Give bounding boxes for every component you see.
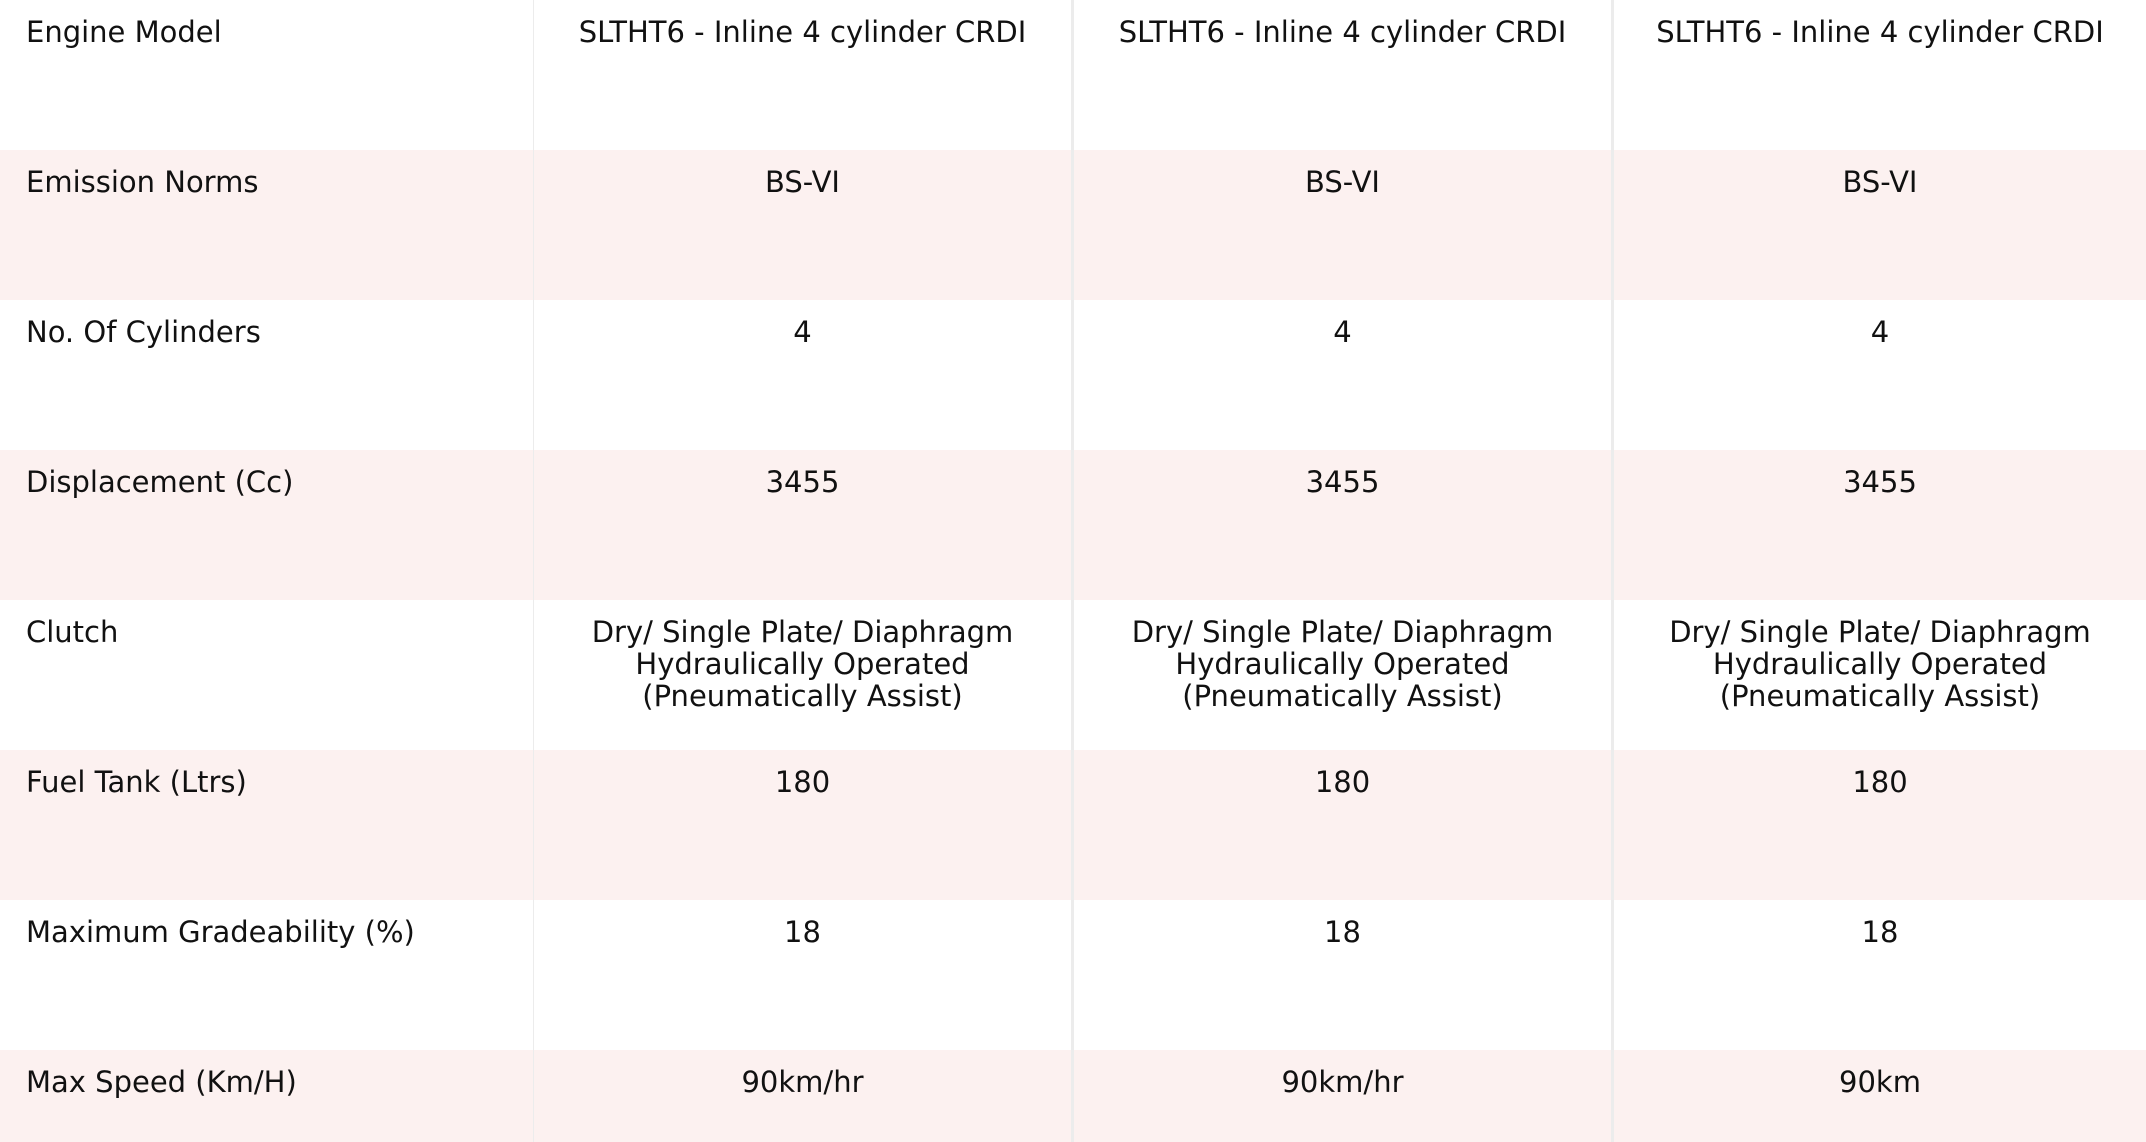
value-cell: 180 xyxy=(1074,750,1614,900)
row-label: Engine Model xyxy=(0,0,534,150)
value-cell: SLTHT6 - Inline 4 cylinder CRDI xyxy=(1656,15,2104,49)
value-cell: 3455 xyxy=(1843,465,1917,499)
row-label: Clutch xyxy=(0,600,534,750)
row-label: Displacement (Cc) xyxy=(0,450,534,600)
value-cell: 180 xyxy=(534,750,1074,900)
value-cell: Dry/ Single Plate/ Diaphragm Hydraulically Operated (Pneumatically Assist) xyxy=(1074,600,1614,750)
spec-row-displacement xyxy=(0,450,2146,600)
value-cell: 3455 xyxy=(1074,450,1614,600)
value-cell: SLTHT6 - Inline 4 cylinder CRDI xyxy=(534,0,1074,150)
row-label: No. Of Cylinders xyxy=(0,300,534,450)
value-cell: BS-VI xyxy=(534,150,1074,300)
value-cell: 18 xyxy=(534,900,1074,1050)
spec-row-gradeability xyxy=(0,900,2146,1050)
spec-row-max-speed xyxy=(0,1050,2146,1142)
value-cell: 90km xyxy=(1839,1065,1921,1099)
row-label: Maximum Gradeability (%) xyxy=(0,900,534,1050)
spec-row-cylinders xyxy=(0,300,2146,450)
value-cell: 90km/hr xyxy=(534,1050,1074,1142)
value-cell: 4 xyxy=(1074,300,1614,450)
spec-row-fuel-tank xyxy=(0,750,2146,900)
value-cell: BS-VI xyxy=(1074,150,1614,300)
row-label: Emission Norms xyxy=(0,150,534,300)
value-cell: 18 xyxy=(1861,915,1899,949)
spec-row-clutch xyxy=(0,600,2146,750)
value-cell: Dry/ Single Plate/ Diaphragm Hydraulically Operated (Pneumatically Assist) xyxy=(1669,615,2091,713)
value-cell: BS-VI xyxy=(1842,165,1918,199)
value-cell: 4 xyxy=(534,300,1074,450)
spec-row-emission-norms xyxy=(0,150,2146,300)
value-cell: 3455 xyxy=(534,450,1074,600)
value-cell: Dry/ Single Plate/ Diaphragm Hydraulically Operated (Pneumatically Assist) xyxy=(534,600,1074,750)
value-cell: 4 xyxy=(1870,315,1890,349)
value-cell: 18 xyxy=(1074,900,1614,1050)
spec-row-engine-model xyxy=(0,0,2146,150)
value-cell: 90km/hr xyxy=(1074,1050,1614,1142)
value-cell: 180 xyxy=(1852,765,1908,799)
row-label: Max Speed (Km/H) xyxy=(0,1050,534,1142)
row-label: Fuel Tank (Ltrs) xyxy=(0,750,534,900)
value-cell: SLTHT6 - Inline 4 cylinder CRDI xyxy=(1074,0,1614,150)
